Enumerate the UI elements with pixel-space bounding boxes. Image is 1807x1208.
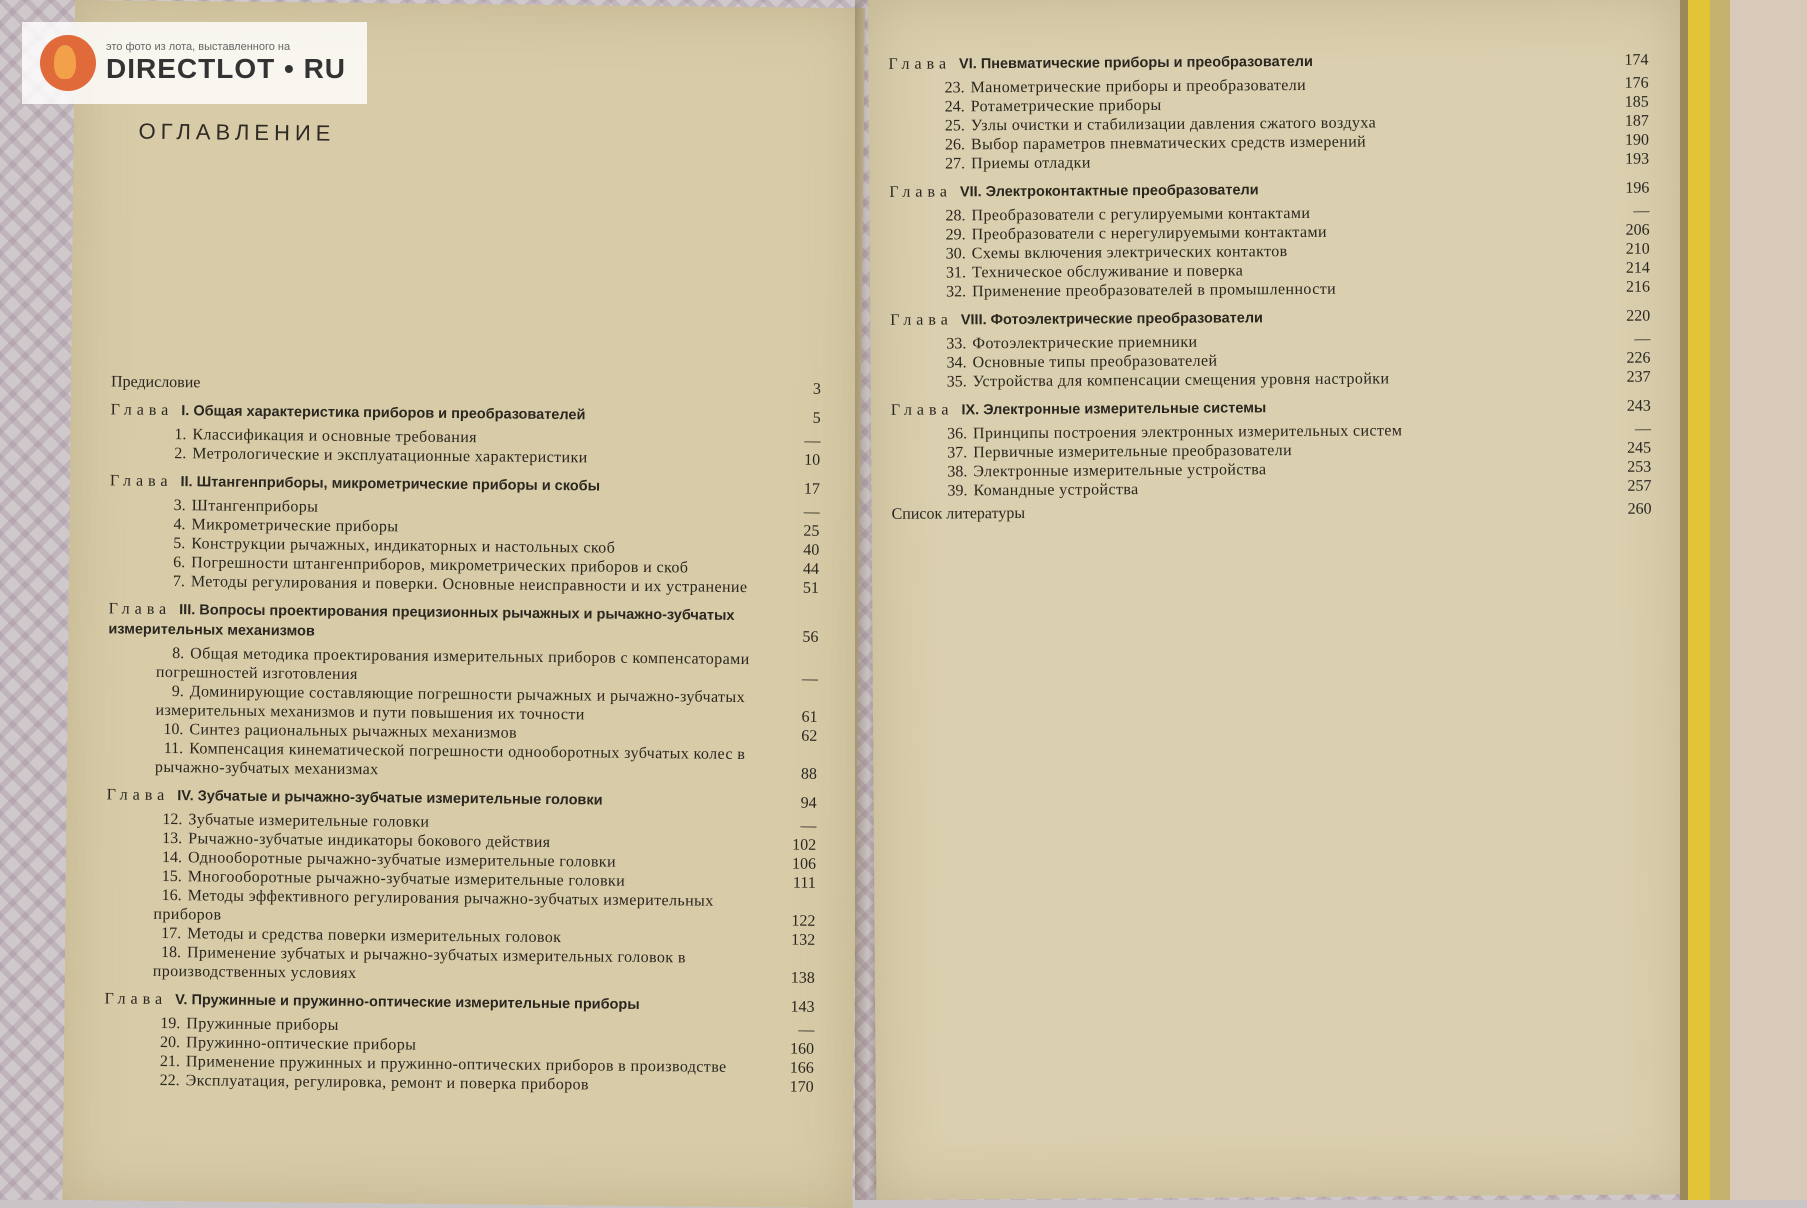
watermark-banner [22,22,367,104]
section-number: 6. [173,554,186,572]
right-book-page [868,0,1688,1200]
toc-entry-row [892,500,1652,524]
section-number: 5. [173,535,186,553]
section-number: 9. [171,683,184,701]
section-title: Классификация и основные требования [192,426,478,447]
section-number: 15. [161,867,182,886]
section-number: 24. [944,98,965,116]
page-number: 40 [803,541,820,559]
section-number: 31. [945,264,966,282]
section-title: Эксплуатация, регулировка, ремонт и поверка приборов [185,1072,590,1094]
section-title: Первичные измерительные преобразователи [973,442,1293,462]
section-title: Преобразователи с регулируемыми контактами [971,204,1311,225]
page-number: — [1633,202,1650,220]
page-number: — [1634,420,1652,438]
section-number: 36. [946,425,968,443]
section-title: Синтез рациональных рычажных механизмов [189,721,518,742]
page-number: 257 [1627,477,1652,495]
section-number: 3. [173,497,186,515]
section-title: Конструкции рычажных, индикаторных и настольных скоб [191,535,616,557]
section-title: Командные устройства [973,481,1139,500]
watermark-site: DIRECTLOT • RU [106,53,347,84]
chapter-word: Глава [108,600,172,619]
section-number: 33. [946,335,967,353]
chapter-title: I. Общая характеристика приборов и преобразователей [181,403,586,424]
chapter-word: Глава [890,311,953,329]
toc-entry-row [889,150,1649,174]
squirrel-logo-icon [40,35,96,91]
section-number: 30. [945,245,966,263]
page-number: 17 [803,480,821,498]
section-title: Электронные измерительные устройства [973,461,1267,481]
section-title: Погрешности штангенприборов, микрометрических приборов и скоб [191,554,689,577]
section-number: 22. [159,1071,180,1090]
toc-entry-row [891,477,1651,501]
toc-entry-row [105,942,815,987]
page-number: 220 [1626,307,1651,325]
chapter-title: IV. Зубчатые и рычажно-зубчатые измерительные головки [177,788,603,809]
chapter-title: VII. Электроконтактные преобразователи [959,182,1259,201]
toc-entry-row [107,738,817,783]
section-title: Применение преобразователей в промышленности [971,280,1337,301]
section-number: 23. [944,79,965,97]
page-number: 196 [1625,179,1650,197]
section-title: Методы и средства поверки измерительных головок [187,925,562,947]
page-number: 166 [789,1059,814,1077]
page-number: 88 [800,765,818,783]
section-title: Метрологические и эксплуатационные характеристики [192,445,588,467]
page-number: 260 [1627,500,1652,518]
table-of-contents-right [888,41,1651,524]
section-title: Микрометрические приборы [191,516,399,536]
section-number: 25. [944,117,965,135]
section-number: 34. [946,354,967,372]
section-title: Узлы очистки и стабилизации давления сжатого воздуха [970,114,1377,135]
page-number: 51 [802,579,819,597]
page-number: 111 [792,874,816,892]
left-book-page [62,0,865,1208]
page-number: 102 [792,836,817,854]
page-number: 210 [1625,240,1650,258]
chapter-title: VIII. Фотоэлектрические преобразователи [960,310,1263,329]
section-number: 32. [945,283,967,301]
page-number: 62 [801,727,818,745]
section-title: Пружинные приборы [186,1015,339,1034]
book-cover-edge [1680,0,1807,1200]
page-number: 25 [803,522,820,540]
page-number: 56 [802,628,819,646]
section-title: Многооборотные рычажно-зубчатые измерительные головки [187,868,626,890]
section-number: 38. [947,463,968,481]
section-number: 21. [159,1052,180,1071]
page-number: 237 [1626,368,1651,386]
toc-chapter-row [108,599,818,646]
watermark-caption: это фото из лота, выставленного на [106,41,291,53]
page-number: 174 [1624,51,1649,69]
toc-chapter-row [889,178,1649,203]
section-number: 18. [160,943,182,962]
section-title: Зубчатые измерительные головки [188,811,430,831]
toc-chapter-row [111,400,821,427]
section-number: 17. [161,924,182,943]
page-number: 206 [1625,221,1650,239]
section-number: 16. [161,886,182,905]
chapter-title: V. Пружинные и пружинно-оптические измерительные приборы [175,992,640,1013]
section-title: Доминирующие составляющие погрешности рычажных и рычажно-зубчатых измерительных механизмов и пути повышения их точности [155,683,746,724]
section-title: Устройства для компенсации смещения уровня настройки [972,370,1390,391]
page-number: 143 [790,998,815,1016]
toc-chapter-row [104,989,814,1016]
section-number: 10. [163,720,184,739]
chapter-word: Глава [106,786,170,805]
page-number: 170 [789,1078,814,1096]
section-number: 27. [945,155,966,173]
page-number: 138 [790,969,815,987]
page-number: 3 [812,380,822,398]
section-title: Основные типы преобразователей [972,352,1218,372]
chapter-word: Глава [110,401,174,420]
toc-entry-row [891,368,1651,392]
page-number: 245 [1627,439,1652,457]
section-title: Рычажно-зубчатые индикаторы бокового действия [188,830,551,852]
page-number: 176 [1624,74,1649,92]
page-number: 10 [804,451,821,469]
page-number: 187 [1624,112,1649,130]
page-number: 94 [800,794,817,812]
section-number: 39. [947,482,968,500]
section-title: Приемы отладки [971,154,1091,173]
section-title: Однооборотные рычажно-зубчатые измерительные головки [187,849,617,871]
page-number: 132 [791,931,816,949]
section-number: 2. [174,445,187,463]
section-number: 13. [162,829,183,848]
page-number: 122 [791,912,816,930]
page-number: — [801,670,819,688]
section-title: Пружинно-оптические приборы [185,1034,417,1054]
section-number: 20. [159,1033,181,1052]
section-title: Общая методика проектирования измерительных приборов с компенсаторами погрешностей изготовления [155,645,750,683]
page-heading: ОГЛАВЛЕНИЕ [138,118,336,146]
table-of-contents-left [104,368,822,1096]
toc-entry-row [890,278,1650,302]
section-title: Методы регулирования и поверки. Основные неисправности и их устранение [190,573,748,597]
entry-title: Предисловие [110,373,201,392]
section-number: 19. [160,1014,181,1033]
page-number: 253 [1627,458,1652,476]
toc-chapter-row [890,306,1650,331]
toc-chapter-row [107,785,817,812]
section-title: Преобразователи с нерегулируемыми контактами [971,223,1327,244]
chapter-word: Глава [109,472,173,491]
section-number: 11. [163,739,184,758]
chapter-title: III. Вопросы проектирования прецизионных рычажных и рычажно-зубчатых измерительных механизмов [108,602,735,640]
page-number: — [804,432,821,450]
section-number: 7. [172,573,186,591]
page-number: 193 [1625,150,1650,168]
section-title: Методы эффективного регулирования рычажно-зубчатых измерительных приборов [153,887,714,924]
section-title: Штангенприборы [191,497,319,516]
toc-chapter-row [891,396,1651,421]
section-number: 12. [162,810,183,829]
section-title: Применение пружинных и пружинно-оптических приборов в производстве [185,1053,727,1076]
chapter-title: IX. Электронные измерительные системы [961,400,1267,419]
page-number: 106 [791,855,817,873]
section-title: Манометрические приборы и преобразователи [970,76,1307,97]
chapter-title: VI. Пневматические приборы и преобразователи [958,53,1313,73]
section-number: 26. [944,136,966,154]
section-number: 29. [945,226,966,244]
section-number: 14. [161,848,183,867]
chapter-word: Глава [890,401,954,419]
section-number: 1. [174,426,187,444]
section-title: Схемы включения электрических контактов [971,243,1288,263]
page-number: — [800,817,817,835]
section-number: 37. [947,444,968,462]
page-number: 226 [1626,349,1651,367]
section-title: Применение зубчатых и рычажно-зубчатых измерительных головок в производственных условиях [152,944,686,983]
toc-chapter-row [888,50,1648,75]
section-number: 4. [173,516,186,534]
page-number: 185 [1624,93,1649,111]
page-number: — [798,1021,815,1039]
page-number: 44 [802,560,820,578]
page-number: 160 [789,1040,815,1058]
chapter-word: Глава [888,55,952,73]
section-number: 28. [945,207,966,225]
chapter-title: II. Штангенприборы, микрометрические приборы и скобы [180,474,601,495]
page-number: — [803,503,820,521]
page-number: 216 [1625,278,1651,296]
section-title: Ротаметрические приборы [970,96,1162,116]
page-number: 190 [1624,131,1650,149]
section-title: Компенсация кинематической погрешности однооборотных зубчатых колес в рычажно-зубчатых механизмах [154,740,746,779]
entry-title: Список литературы [891,504,1026,523]
section-number: 35. [946,373,967,391]
page-number: 243 [1626,397,1651,415]
section-number: 8. [172,645,185,663]
toc-entry-row [111,372,821,398]
chapter-word: Глава [889,183,952,201]
section-title: Выбор параметров пневматических средств измерений [970,133,1367,154]
section-title: Принципы построения электронных измерительных систем [972,422,1403,443]
page-number: — [1634,330,1651,348]
chapter-word: Глава [104,990,168,1009]
toc-chapter-row [110,471,820,498]
section-title: Техническое обслуживание и поверка [971,262,1244,282]
section-title: Фотоэлектрические приемники [972,333,1198,353]
page-number: 214 [1625,259,1650,277]
page-number: 5 [812,409,821,427]
page-number: 61 [801,708,818,726]
